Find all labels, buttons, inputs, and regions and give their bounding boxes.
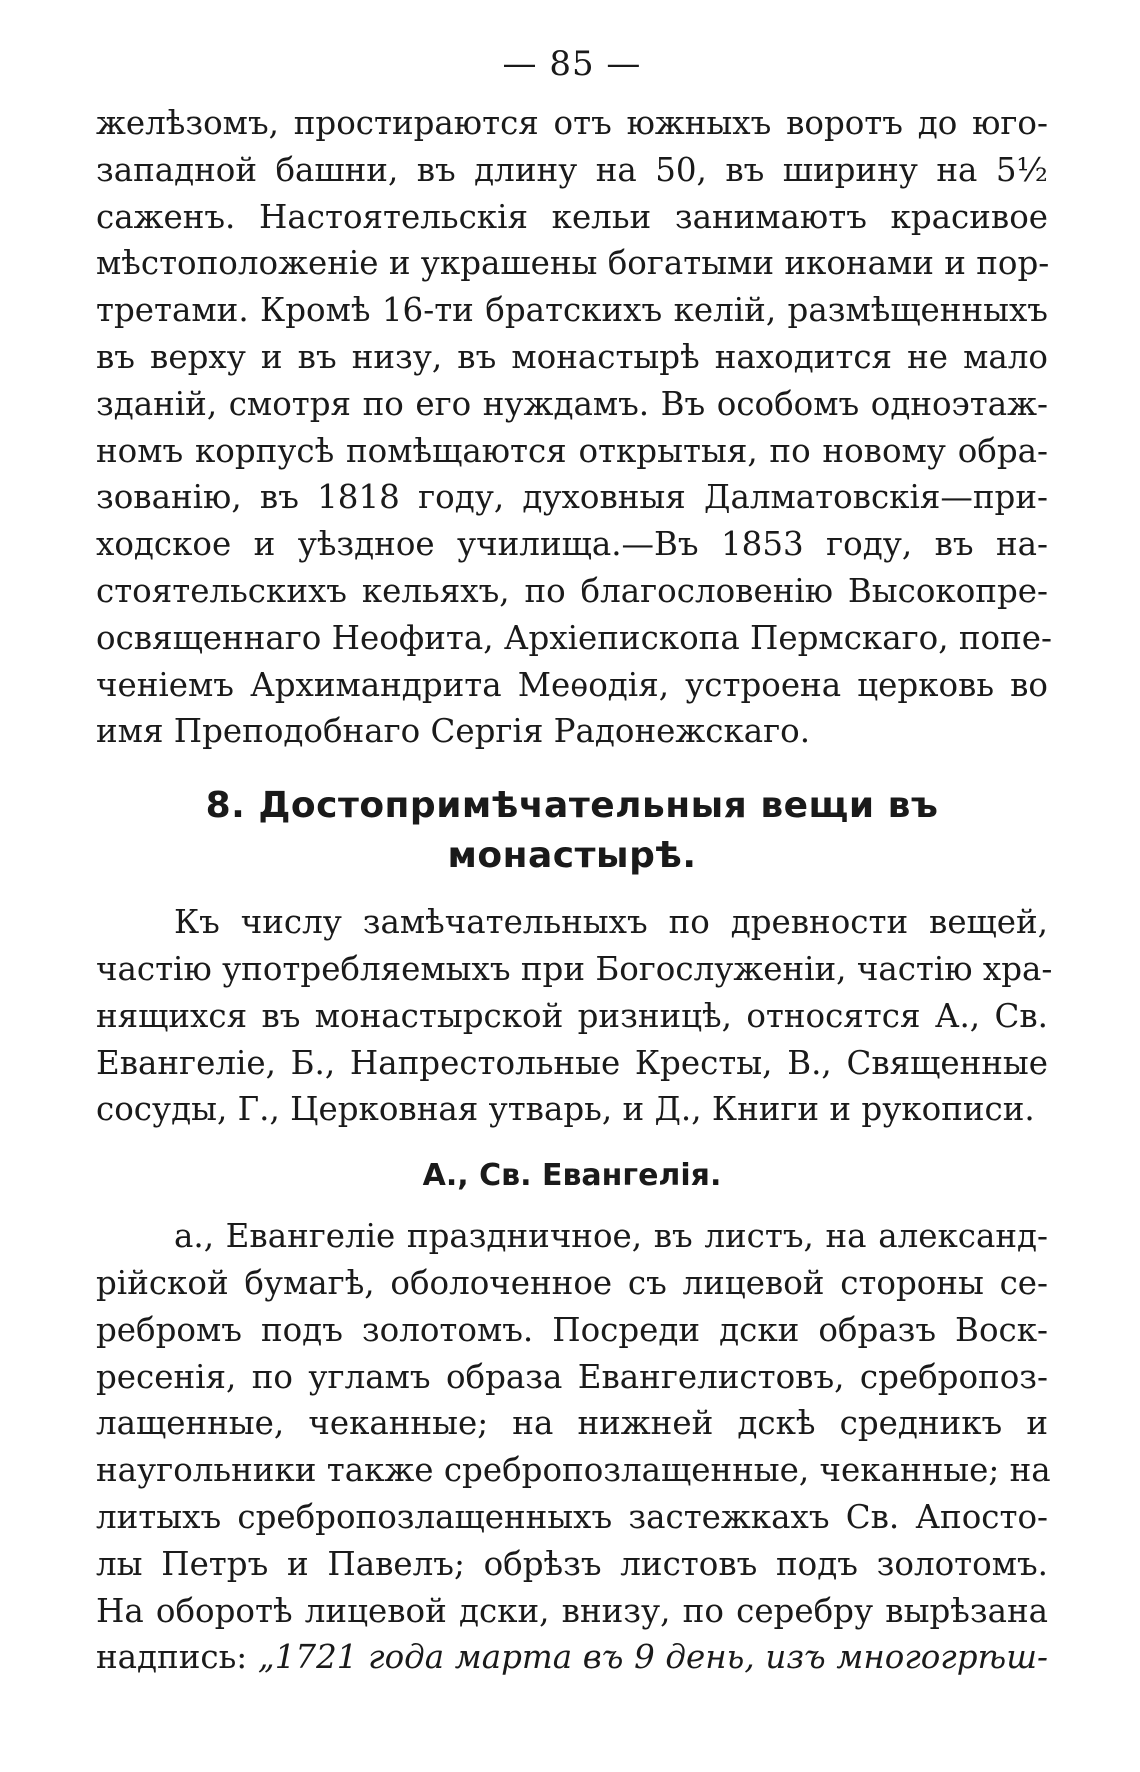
text-line: а., Евангеліе праздничное, въ листъ, на александ- xyxy=(174,1217,1048,1256)
text-line: Евангеліе, Б., Напрестольные Кресты, В., Священные xyxy=(96,1043,1048,1082)
text-line xyxy=(96,1634,1048,1681)
page-number: — 85 — xyxy=(502,44,642,84)
subsection-heading: А., Св. Евангелія. xyxy=(422,1158,722,1194)
text-line: ходское и уѣздное училища.—Въ 1853 году, въ на- xyxy=(96,525,1048,564)
section-heading: 8. Достопримѣчательныя вещи въ монастырѣ. xyxy=(205,785,939,877)
text-line: имя Преподобнаго Сергія Радонежскаго. xyxy=(96,712,811,751)
text-line: саженъ. Настоятельскія кельи занимаютъ красивое xyxy=(96,197,1048,236)
paragraph-gospel-description xyxy=(96,1213,1051,1681)
text-line: рійской бумагѣ, оболоченное съ лицевой стороны се- xyxy=(96,1263,1048,1302)
text-line: ресенія, по угламъ образа Евангелистовъ, сребропоз- xyxy=(96,1357,1048,1396)
book-page xyxy=(96,42,1053,1681)
text-line: зданій, смотря по его нуждамъ. Въ особомъ одноэтаж- xyxy=(96,384,1048,423)
text-line: освященнаго Неофита, Архіепископа Пермскаго, попе- xyxy=(96,618,1052,657)
text-line: номъ корпусѣ помѣщаются открытыя, по новому обра- xyxy=(96,431,1048,470)
text-line: нящихся въ монастырской ризницѣ, относятся А., Св. xyxy=(96,996,1048,1035)
paragraph-notable-items xyxy=(96,899,1053,1133)
inscription-quote: „1721 года марта въ 9 день, изъ многогрѣш- xyxy=(257,1638,1048,1677)
text-line: мѣстоположеніе и украшены богатыми иконами и пор- xyxy=(96,244,1050,283)
text-line: лащенные, чеканные; на нижней дскѣ средникъ и xyxy=(96,1404,1048,1443)
text-line: желѣзомъ, простираются отъ южныхъ воротъ до юго- xyxy=(96,104,1048,142)
text-line: стоятельскихъ кельяхъ, по благословенію Высокопре- xyxy=(96,571,1048,610)
text-line: западной башни, въ длину на 50, въ ширину на 5½ xyxy=(96,150,1048,189)
text-line: сосуды, Г., Церковная утварь, и Д., Книги и рукописи. xyxy=(96,1090,1035,1129)
text-line: ребромъ подъ золотомъ. Посреди дски образъ Воск- xyxy=(96,1310,1048,1349)
text-line: частію употребляемыхъ при Богослуженіи, частію хра- xyxy=(96,949,1053,988)
text-line: наугольники также сребропозлащенные, чеканные; на xyxy=(96,1451,1051,1490)
text-line: ченіемъ Архимандрита Меѳодія, устроена церковь во xyxy=(96,665,1048,704)
text-line: лы Петръ и Павелъ; обрѣзъ листовъ подъ золотомъ. xyxy=(96,1544,1048,1583)
text-line: въ верху и въ низу, въ монастырѣ находится не мало xyxy=(96,337,1048,376)
text-line: литыхъ сребропозлащенныхъ застежкахъ Св. Апосто- xyxy=(96,1497,1048,1536)
paragraph-monastery-buildings xyxy=(96,100,1052,755)
text-line: На оборотѣ лицевой дски, внизу, по серебру вырѣзана xyxy=(96,1591,1048,1630)
inscription-label: надпись: xyxy=(96,1638,258,1677)
text-line: третами. Кромѣ 16-ти братскихъ келій, размѣщенныхъ xyxy=(96,291,1048,330)
text-line: Къ числу замѣчательныхъ по древности вещей, xyxy=(174,903,1048,942)
text-line: зованію, въ 1818 году, духовныя Далматовскія—при- xyxy=(96,478,1048,517)
